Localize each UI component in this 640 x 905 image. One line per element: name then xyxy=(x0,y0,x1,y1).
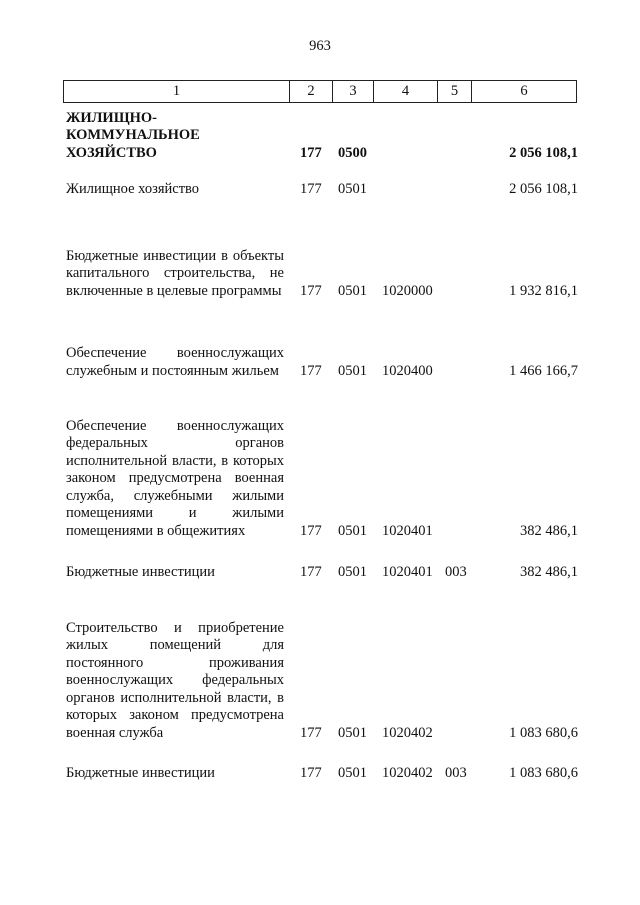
row-col-3: 0501 xyxy=(338,522,367,539)
row-name: Бюджетные инвестиции xyxy=(66,764,215,781)
row-col-5: 003 xyxy=(445,563,467,580)
row-col-2: 177 xyxy=(300,180,322,197)
row-amount: 1 466 166,7 xyxy=(509,362,578,379)
page-number: 963 xyxy=(309,38,331,54)
row-name: ЖИЛИЩНО-КОММУНАЛЬНОЕ ХОЗЯЙСТВО xyxy=(66,109,200,161)
header-col-6: 6 xyxy=(520,83,528,99)
row-name: Обеспечение военнослужащих служебным и постоянным жильем xyxy=(66,345,284,379)
row-col-2: 177 xyxy=(300,563,322,580)
header-col-2: 2 xyxy=(290,81,333,102)
row-amount: 1 932 816,1 xyxy=(509,282,578,299)
row-name: Обеспечение военнослужащих федеральных органов исполнительной власти, в которых законом предусмотрена военная служба, служебными жилыми помещениями и жилыми помещениями в общежитиях xyxy=(66,417,284,539)
row-amount: 2 056 108,1 xyxy=(509,144,578,161)
header-col-3: 3 xyxy=(333,81,374,102)
table-header xyxy=(63,80,577,103)
row-col-3: 0501 xyxy=(338,563,367,580)
row-col-3: 0501 xyxy=(338,180,367,197)
header-col-1: 1 xyxy=(64,81,290,102)
row-col-2: 177 xyxy=(300,144,322,161)
row-col-2: 177 xyxy=(300,724,322,741)
row-amount: 382 486,1 xyxy=(520,522,578,539)
row-amount: 382 486,1 xyxy=(520,563,578,580)
header-col-4: 4 xyxy=(374,81,438,102)
row-col-2: 177 xyxy=(300,764,322,781)
row-col-2: 177 xyxy=(300,282,322,299)
row-amount: 1 083 680,6 xyxy=(509,724,578,741)
row-name: Бюджетные инвестиции в объекты капитального строительства, не включенные в целевые программы xyxy=(66,247,284,299)
row-col-2: 177 xyxy=(300,522,322,539)
row-col-3: 0501 xyxy=(338,764,367,781)
row-name: Бюджетные инвестиции xyxy=(66,563,215,580)
header-col-5: 5 xyxy=(438,81,472,102)
row-col-4: 1020401 xyxy=(382,563,433,580)
row-col-3: 0501 xyxy=(338,282,367,299)
row-col-3: 0500 xyxy=(338,144,367,161)
row-name: Строительство и приобретение жилых помещений для постоянного проживания военнослужащих федеральных органов исполнительной власти, в которых законом предусмотрена военная служба xyxy=(66,619,284,741)
row-amount: 2 056 108,1 xyxy=(509,180,578,197)
row-col-2: 177 xyxy=(300,362,322,379)
row-col-3: 0501 xyxy=(338,362,367,379)
row-col-4: 1020401 xyxy=(382,522,433,539)
row-col-4: 1020402 xyxy=(382,764,433,781)
row-amount: 1 083 680,6 xyxy=(509,764,578,781)
row-col-4: 1020402 xyxy=(382,724,433,741)
row-col-3: 0501 xyxy=(338,724,367,741)
row-col-4: 1020000 xyxy=(382,282,433,299)
row-col-4: 1020400 xyxy=(382,362,433,379)
row-name: Жилищное хозяйство xyxy=(66,180,200,197)
row-col-5: 003 xyxy=(445,764,467,781)
